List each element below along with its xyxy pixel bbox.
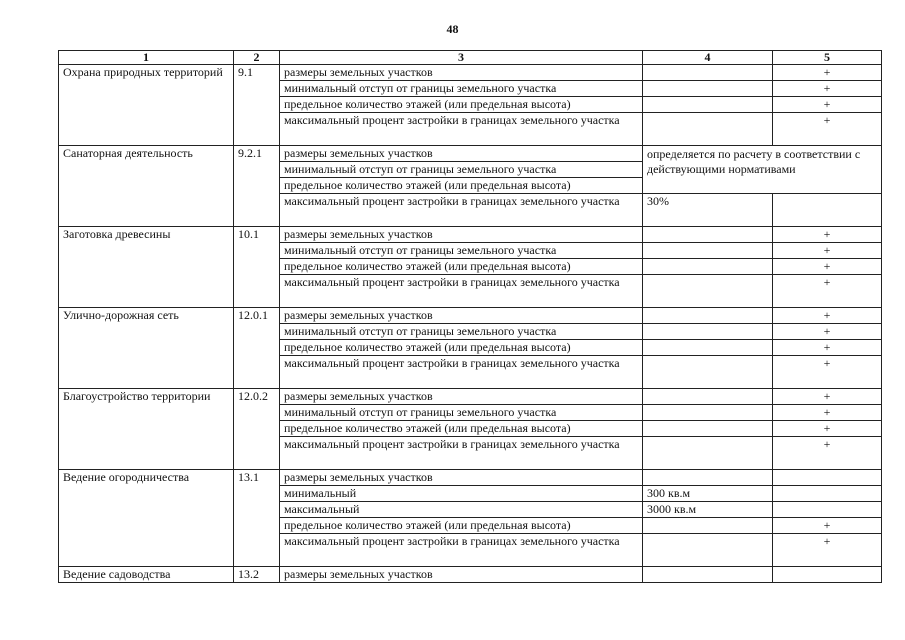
mark-cell: + [773,405,882,421]
parameter-cell: минимальный отступ от границы земельного участка [280,405,643,421]
mark-cell: + [773,421,882,437]
value-cell [643,567,773,583]
mark-cell [773,194,882,227]
mark-cell: + [773,227,882,243]
parameter-cell: максимальный процент застройки в границах земельного участка [280,534,643,567]
value-cell [643,97,773,113]
mark-cell: + [773,275,882,308]
column-header: 2 [234,51,280,65]
land-use-name: Улично-дорожная сеть [59,308,234,389]
page-number: 48 [446,22,459,36]
mark-cell: + [773,97,882,113]
column-header: 1 [59,51,234,65]
parameter-cell: предельное количество этажей (или предельная высота) [280,340,643,356]
mark-cell [773,502,882,518]
parameter-cell: предельное количество этажей (или предельная высота) [280,421,643,437]
land-use-code: 12.0.2 [234,389,280,470]
land-use-code: 13.2 [234,567,280,583]
mark-cell: + [773,308,882,324]
value-cell [643,227,773,243]
land-use-name: Благоустройство территории [59,389,234,470]
parameter-cell: размеры земельных участков [280,470,643,486]
value-cell [643,324,773,340]
mark-cell: + [773,340,882,356]
table-row [59,308,882,324]
parameter-cell: минимальный отступ от границы земельного участка [280,162,643,178]
land-use-name: Охрана природных территорий [59,65,234,146]
parameter-cell: предельное количество этажей (или предельная высота) [280,259,643,275]
mark-cell: + [773,518,882,534]
land-use-name: Санаторная деятельность [59,146,234,227]
mark-cell: + [773,113,882,146]
value-cell [643,340,773,356]
table-body [59,65,882,583]
table-header-row [59,51,882,65]
parameter-cell: предельное количество этажей (или предельная высота) [280,518,643,534]
parameter-cell: максимальный [280,502,643,518]
mark-cell [773,470,882,486]
value-cell [643,113,773,146]
land-use-code: 10.1 [234,227,280,308]
land-use-code: 13.1 [234,470,280,567]
parameter-cell: минимальный отступ от границы земельного участка [280,243,643,259]
value-cell [643,470,773,486]
column-header: 5 [773,51,882,65]
value-cell [643,308,773,324]
value-cell [643,65,773,81]
value-cell: 30% [643,194,773,227]
parameter-cell: максимальный процент застройки в границах земельного участка [280,437,643,470]
land-use-code: 9.1 [234,65,280,146]
column-header: 3 [280,51,643,65]
mark-cell: + [773,437,882,470]
parameter-cell: минимальный [280,486,643,502]
mark-cell [773,567,882,583]
parameter-cell: максимальный процент застройки в границах земельного участка [280,356,643,389]
parameter-cell: предельное количество этажей (или предельная высота) [280,178,643,194]
mark-cell: + [773,243,882,259]
value-cell [643,405,773,421]
value-cell [643,243,773,259]
parameter-cell: размеры земельных участков [280,146,643,162]
parameter-cell: размеры земельных участков [280,567,643,583]
value-cell [643,518,773,534]
land-use-table [58,50,882,583]
land-use-name: Ведение садоводства [59,567,234,583]
land-use-name: Заготовка древесины [59,227,234,308]
mark-cell [773,486,882,502]
parameter-cell: максимальный процент застройки в границах земельного участка [280,275,643,308]
mark-cell: + [773,65,882,81]
parameter-cell: максимальный процент застройки в границах земельного участка [280,113,643,146]
table-row [59,227,882,243]
value-cell [643,534,773,567]
value-cell [643,389,773,405]
mark-cell: + [773,81,882,97]
value-cell [643,81,773,97]
parameter-cell: предельное количество этажей (или предельная высота) [280,97,643,113]
value-cell [643,259,773,275]
value-cell [643,356,773,389]
table-row [59,389,882,405]
value-cell [643,421,773,437]
parameter-cell: минимальный отступ от границы земельного участка [280,324,643,340]
value-cell [643,437,773,470]
table-row [59,146,882,162]
land-use-code: 9.2.1 [234,146,280,227]
parameter-cell: размеры земельных участков [280,308,643,324]
value-cell: 3000 кв.м [643,502,773,518]
mark-cell: + [773,324,882,340]
value-cell: 300 кв.м [643,486,773,502]
parameter-cell: максимальный процент застройки в границах земельного участка [280,194,643,227]
mark-cell: + [773,389,882,405]
land-use-name: Ведение огородничества [59,470,234,567]
parameter-cell: минимальный отступ от границы земельного участка [280,81,643,97]
table-row [59,65,882,81]
mark-cell: + [773,356,882,389]
merged-note-cell: определяется по расчету в соответствии с действующими нормативами [643,146,882,194]
column-header: 4 [643,51,773,65]
mark-cell: + [773,259,882,275]
table-row [59,470,882,486]
value-cell [643,275,773,308]
land-use-code: 12.0.1 [234,308,280,389]
table-row [59,567,882,583]
parameter-cell: размеры земельных участков [280,227,643,243]
mark-cell: + [773,534,882,567]
parameter-cell: размеры земельных участков [280,65,643,81]
parameter-cell: размеры земельных участков [280,389,643,405]
